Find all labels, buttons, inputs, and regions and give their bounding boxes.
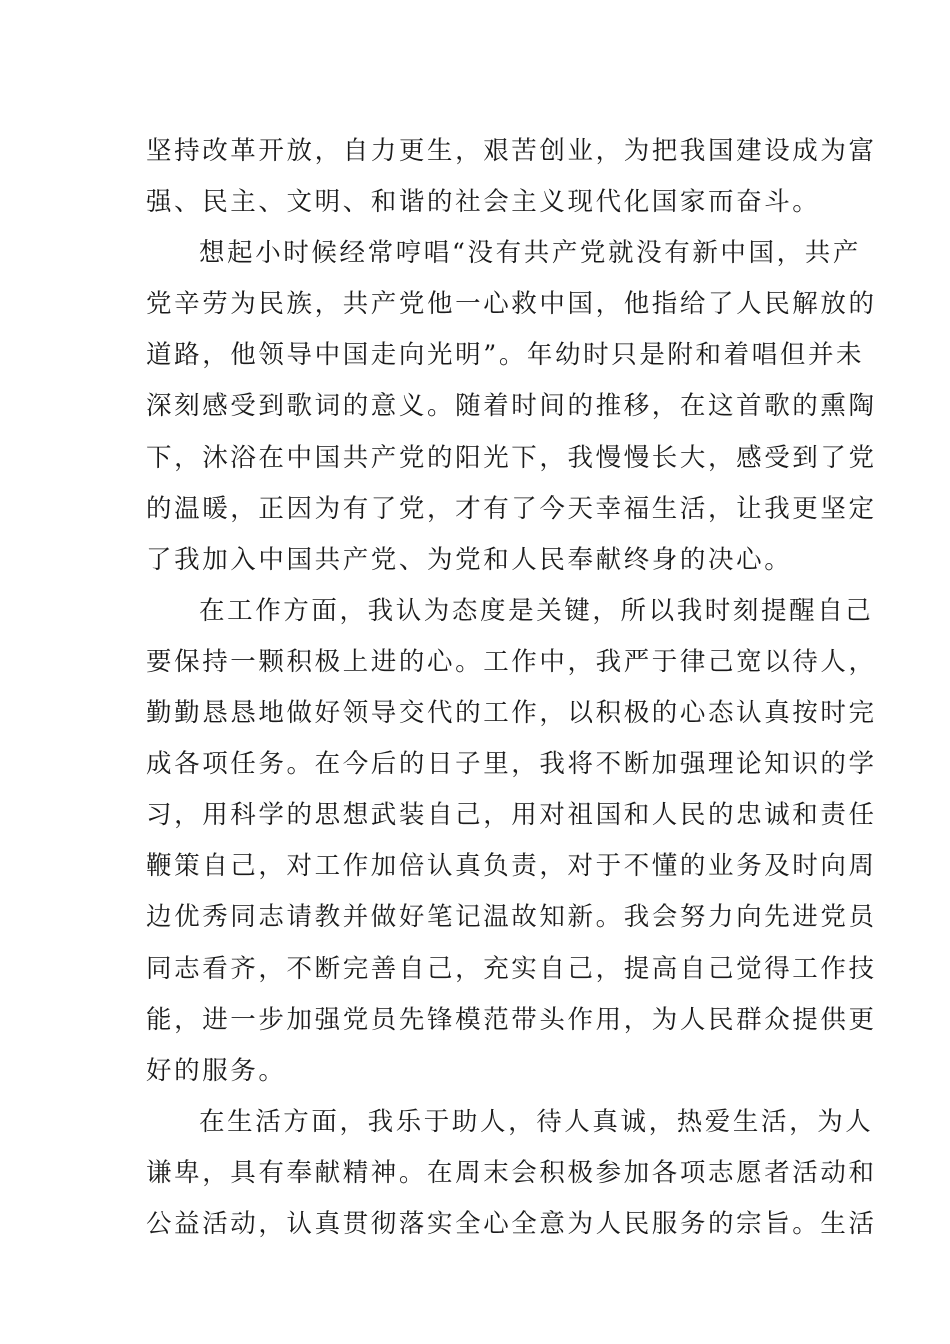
text-line: 能，进一步加强党员先锋模范带头作用，为人民群众提供更 — [146, 1004, 877, 1035]
text-line: 的温暖，正因为有了党，才有了今天幸福生活，让我更坚定 — [146, 493, 877, 524]
text-line-paragraph-start: 在生活方面，我乐于助人，待人真诚，热爱生活，为人 — [199, 1106, 874, 1137]
text-line-paragraph-start: 想起小时候经常哼唱“没有共产党就没有新中国，共产 — [199, 238, 861, 269]
text-line: 下，沐浴在中国共产党的阳光下，我慢慢长大，感受到了党 — [146, 442, 877, 473]
text-line: 谦卑，具有奉献精神。在周末会积极参加各项志愿者活动和 — [146, 1157, 877, 1188]
text-line: 道路，他领导中国走向光明”。年幼时只是附和着唱但并未 — [146, 340, 865, 371]
text-line: 了我加入中国共产党、为党和人民奉献终身的决心。 — [146, 544, 793, 575]
text-line: 党辛劳为民族，共产党他一心救中国，他指给了人民解放的 — [146, 289, 877, 320]
text-line: 勤勤恳恳地做好领导交代的工作，以积极的心态认真按时完 — [146, 698, 877, 729]
text-line: 边优秀同志请教并做好笔记温故知新。我会努力向先进党员 — [146, 902, 877, 933]
text-line-paragraph-start: 在工作方面，我认为态度是关键，所以我时刻提醒自己 — [199, 595, 874, 626]
text-line: 强、民主、文明、和谐的社会主义现代化国家而奋斗。 — [146, 187, 821, 218]
text-line: 深刻感受到歌词的意义。随着时间的推移，在这首歌的熏陶 — [146, 391, 877, 422]
text-line: 成各项任务。在今后的日子里，我将不断加强理论知识的学 — [146, 749, 877, 780]
text-line: 好的服务。 — [146, 1055, 287, 1086]
text-line: 坚持改革开放，自力更生，艰苦创业，为把我国建设成为富 — [146, 136, 877, 166]
text-line: 公益活动，认真贯彻落实全心全意为人民服务的宗旨。生活 — [146, 1208, 877, 1239]
text-line: 同志看齐，不断完善自己，充实自己，提高自己觉得工作技 — [146, 953, 877, 984]
text-line: 习，用科学的思想武装自己，用对祖国和人民的忠诚和责任 — [146, 800, 877, 831]
text-line: 鞭策自己，对工作加倍认真负责，对于不懂的业务及时向周 — [146, 851, 877, 882]
text-line: 要保持一颗积极上进的心。工作中，我严于律己宽以待人， — [146, 646, 877, 677]
document-body — [146, 126, 877, 1250]
